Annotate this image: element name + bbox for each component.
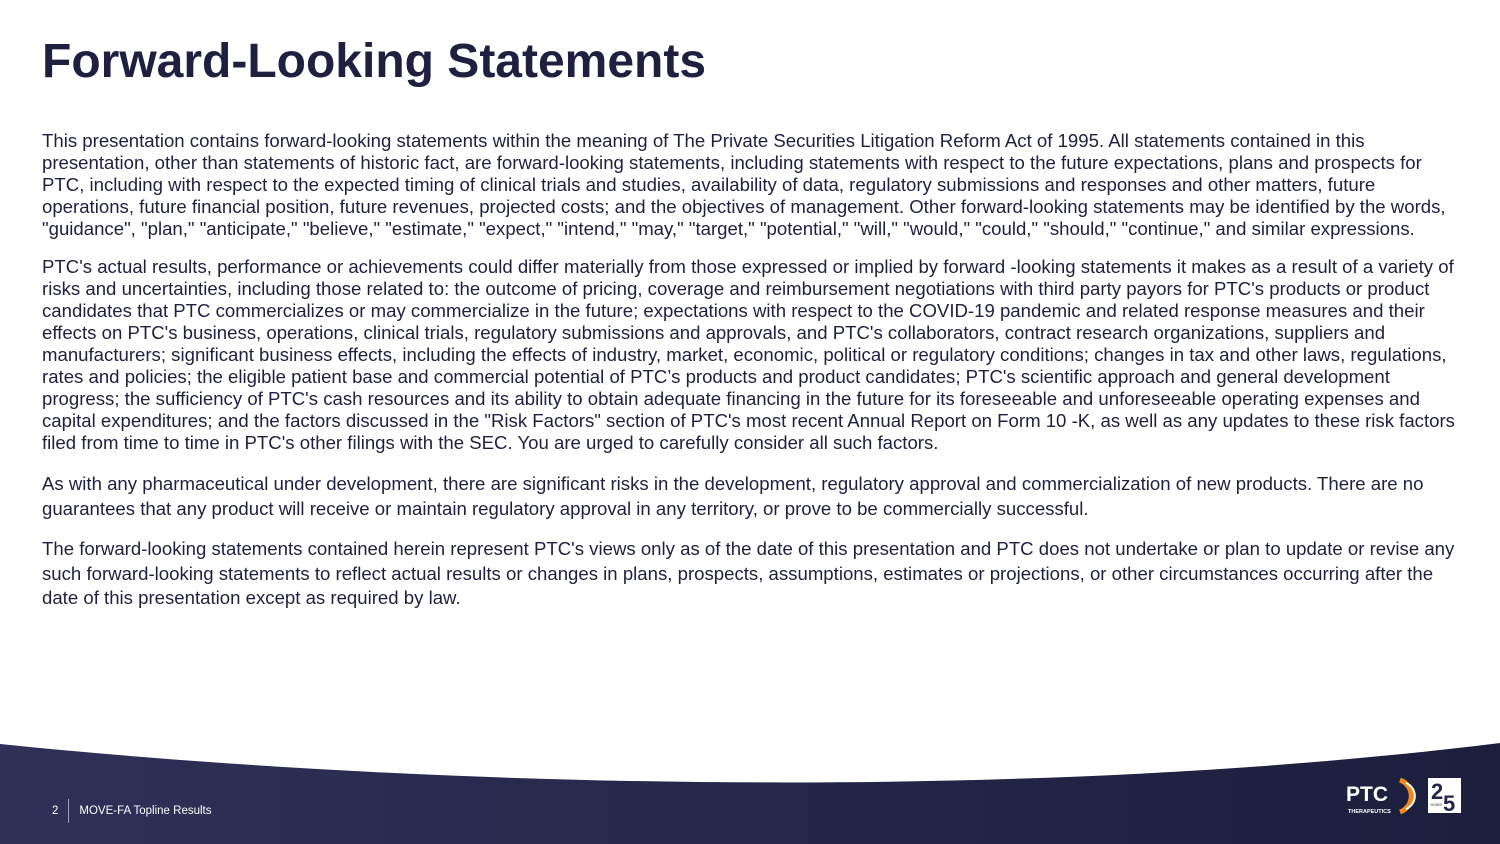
anniversary-tens: 2 [1431,779,1444,804]
anniversary-label: YEARS [1430,803,1442,807]
page-number: 2 [52,805,59,817]
disclaimer-paragraph-4: The forward-looking statements contained herein represent PTC's views only as of the date of this presentation and PTC does not undertake or plan to update or revise any such forward-looking statements to reflect actual results or changes in plans, prospects, assumptions, estimates or projections, or other circumstances occurring after the date of this presentation except as required by law. [42,538,1455,608]
disclaimer-paragraph-1: This presentation contains forward-looking statements within the meaning of The Private Securities Litigation Reform Act of 1995. All statements contained in this presentation, other than statements of historic fact, are forward-looking statements, including statements with respect to the future expectations, plans and prospects for PTC, including with respect to the expected timing of clinical trials and studies, availability of data, regulatory submissions and responses and other matters, future operations, future financial position, future revenues, projected costs; and the objectives of management. Other forward-looking statements may be identified by the words, "guidance", "plan," "anticipate," "believe," "estimate," "expect," "intend," "may," "target," "potential," "will," "would," "could," "should," "continue," and similar expressions. [42,130,1446,239]
disclaimer-paragraph-3: As with any pharmaceutical under development, there are significant risks in the development, regulatory approval and commercialization of new products. There are no guarantees that any product will receive or maintain regulatory approval in any territory, or prove to be commercially successful. [42,473,1424,519]
disclaimer-paragraph-2: PTC's actual results, performance or achievements could differ materially from those expressed or implied by forward -looking statements it makes as a result of a variety of risks and uncertainties, including those related to: the outcome of pricing, coverage and reimbursement negotiations with third party payors for PTC's products or product candidates that PTC commercializes or may commercialize in the future; expectations with respect to the COVID-19 pandemic and related response measures and their effects on PTC's business, operations, clinical trials, regulatory submissions and approvals, and PTC's collaborators, contract research organizations, suppliers and manufacturers; significant business effects, including the effects of industry, market, economic, political or regulatory conditions; changes in tax and other laws, regulations, rates and policies; the eligible patient base and commercial potential of PTC’s products and product candidates; PTC's scientific approach and general development progress; the sufficiency of PTC's cash resources and its ability to obtain adequate financing in the future for its foreseeable and unforeseeable operating expenses and capital expenditures; and the factors discussed in the "Risk Factors" section of PTC's most recent Annual Report on Form 10 -K, as well as any updates to these risk factors filed from time to time in PTC's other filings with the SEC. You are urged to carefully consider all such factors. [42,256,1455,453]
disclaimer-body [42,130,1462,611]
footer-wave-band [0,740,1500,844]
anniversary-ones: 5 [1443,791,1456,816]
ptc-therapeutics-25-years-logo [1340,775,1464,817]
logo-tagline: THERAPEUTICS [1348,809,1391,815]
logo-company: PTC [1346,783,1388,806]
slide-title: Forward-Looking Statements [42,35,707,88]
deck-title: MOVE-FA Topline Results [79,805,212,817]
footer-divider [68,799,69,823]
footer-info [52,798,212,824]
